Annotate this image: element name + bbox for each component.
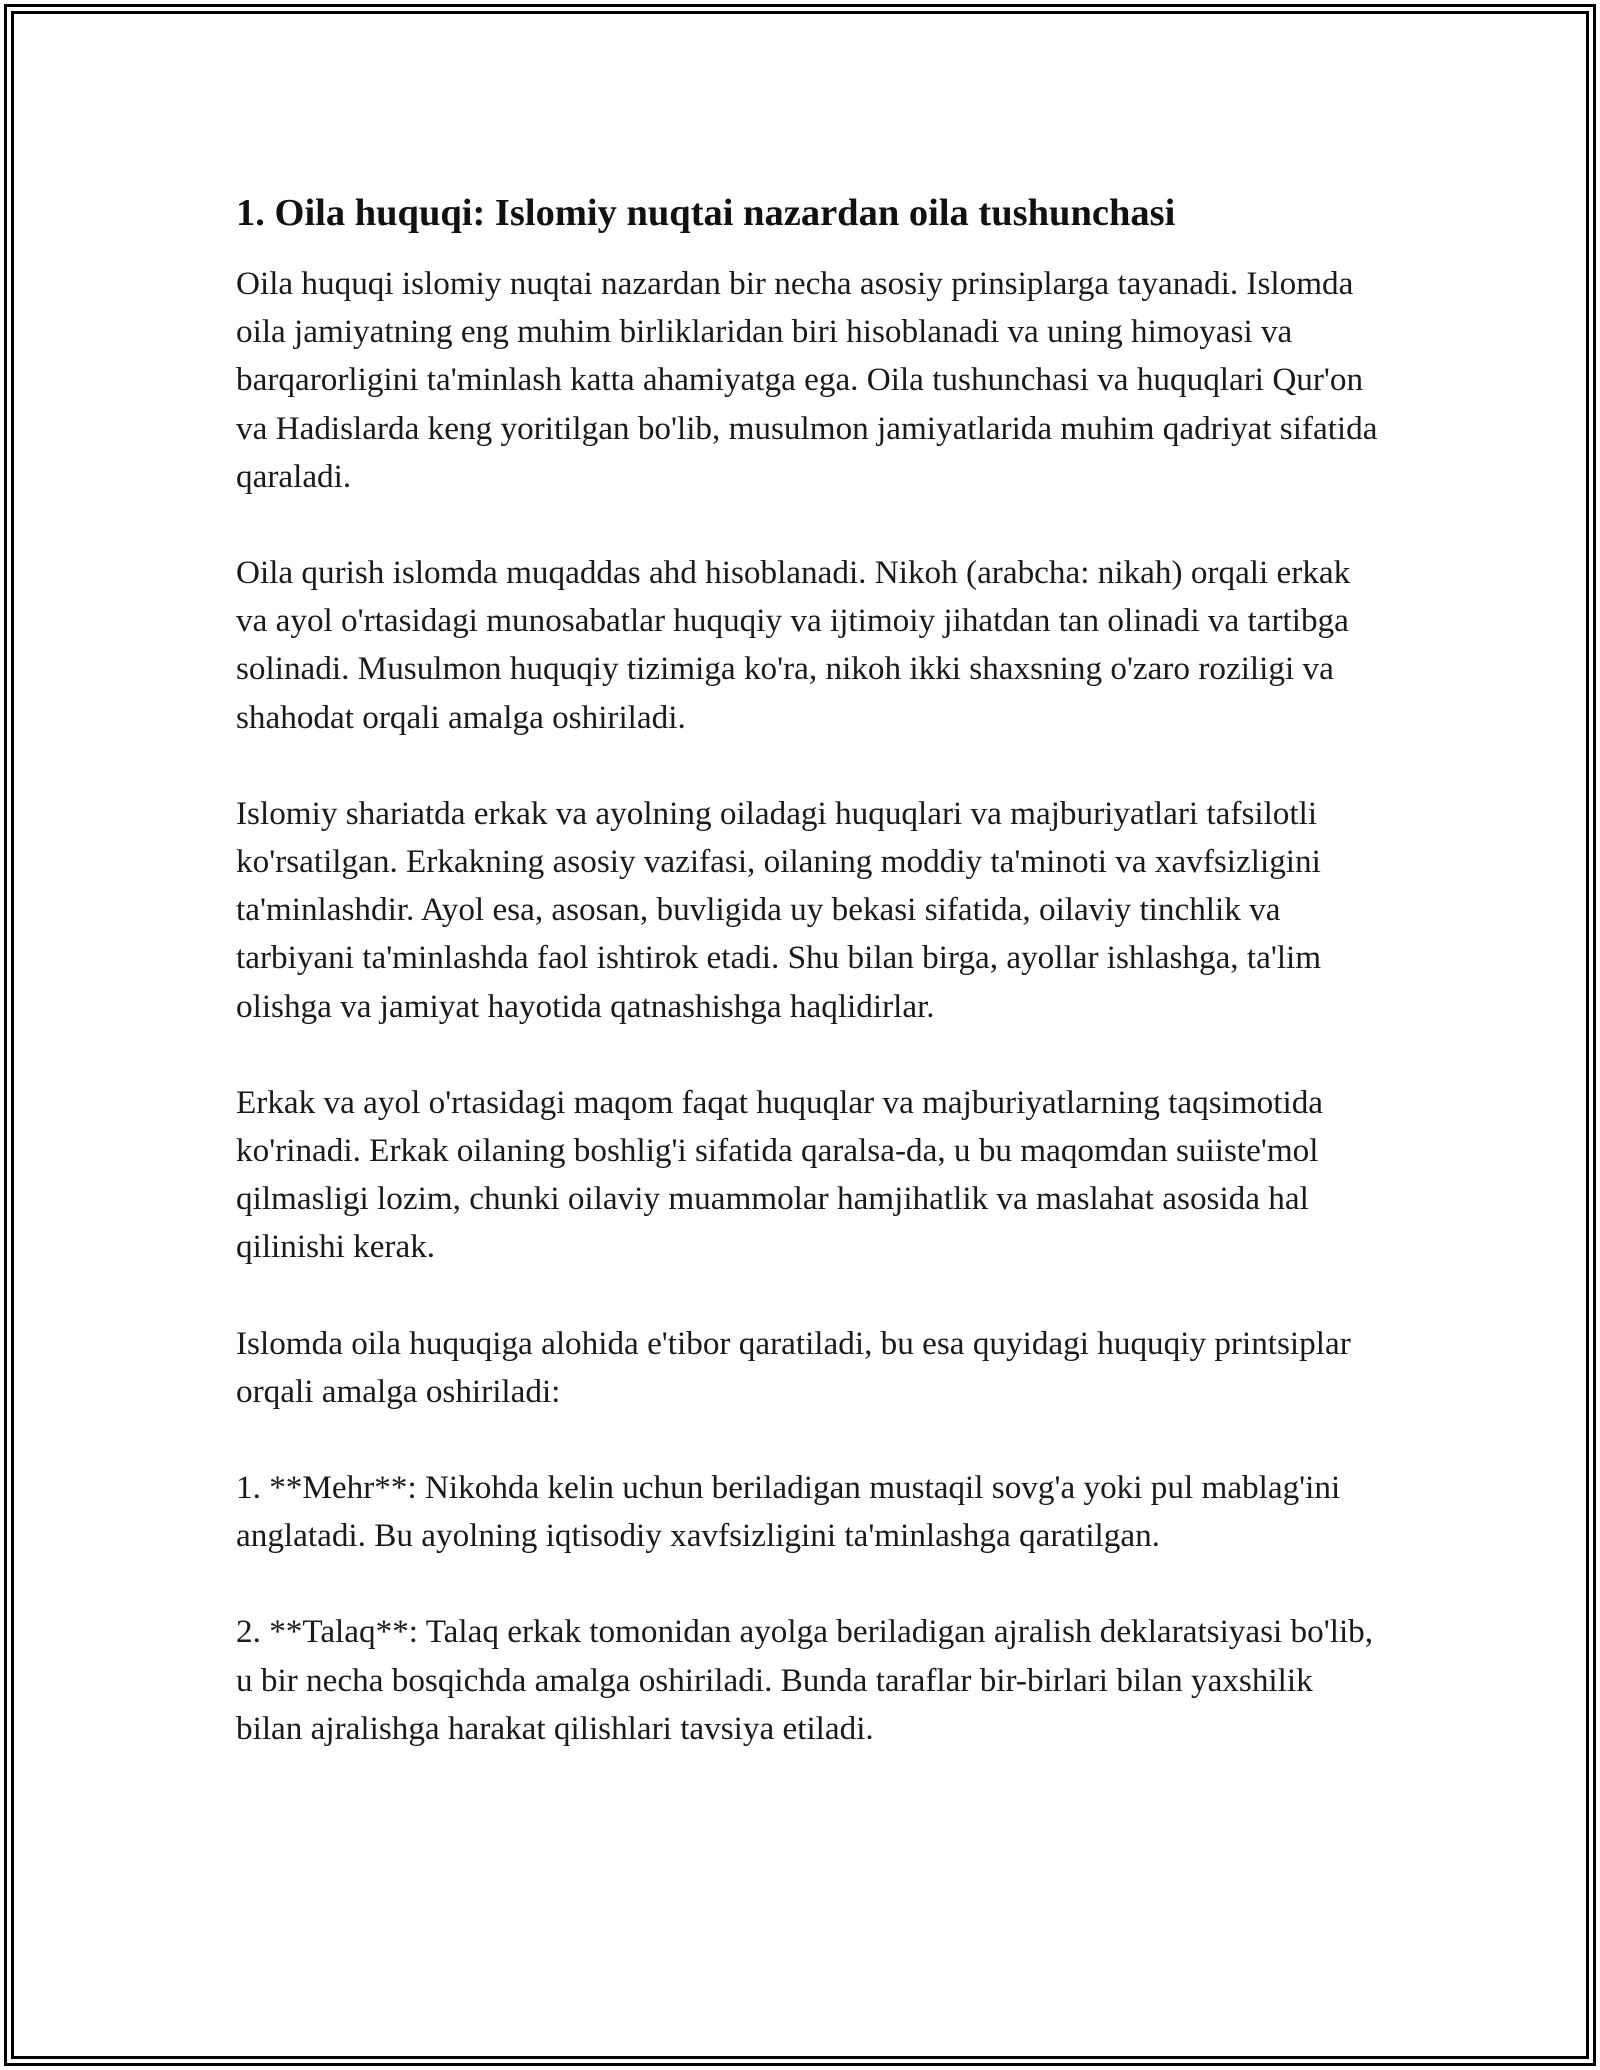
paragraph-nikoh: Oila qurish islomda muqaddas ahd hisoblanadi. Nikoh (arabcha: nikah) orqali erkak va ayol o'rtasidagi munosabatlar huquqiy va ijtimoiy jihatdan tan olinadi va tartibga solinadi. Musulmon huquqiy tizimiga ko'ra, nikoh ikki shaxsning o'zaro roziligi va shahodat orqali amalga oshiriladi. [236,554,1351,736]
paragraph-status: Erkak va ayol o'rtasidagi maqom faqat huquqlar va majburiyatlarning taqsimotida ko'rinadi. Erkak oilaning boshlig'i sifatida qaralsa-da, u bu maqomdan suiiste'mol qilmasligi lozim, chunki oilaviy muammolar hamjihatlik va maslahat asosida hal qilinishi kerak. [236,1083,1324,1266]
list-item-mehr: 1. **Mehr**: Nikohda kelin uchun beriladigan mustaqil sovg'a yoki pul mablag'ini anglatadi. Bu ayolning iqtisodiy xavfsizligini ta'minlashga qaratilgan. [236,1469,1341,1555]
section-heading: 1. Oila huquqi: Islomiy nuqtai nazardan oila tushunchasi [236,192,1176,234]
paragraph-intro: Oila huquqi islomiy nuqtai nazardan bir necha asosiy prinsiplarga tayanadi. Islomda oila jamiyatning eng muhim birliklaridan biri hisoblanadi va uning himoyasi va barqarorligini ta'minlash katta ahamiyatga ega. Oila tushunchasi va huquqlari Qur'on va Hadislarda keng yoritilgan bo'lib, musulmon jamiyatlarida muhim qadriyat sifatida qaraladi. [236,265,1378,495]
list-item-talaq: 2. **Talaq**: Talaq erkak tomonidan ayolga beriladigan ajralish deklaratsiyasi bo'lib, u bir necha bosqichda amalga oshiriladi. Bunda taraflar bir-birlari bilan yaxshilik bilan ajralishga harakat qilishlari tavsiya etiladi. [236,1613,1374,1747]
paragraph-rights: Islomiy shariatda erkak va ayolning oiladagi huquqlari va majburiyatlari tafsilotli ko'rsatilgan. Erkakning asosiy vazifasi, oilaning moddiy ta'minoti va xavfsizligini ta'minlashdir. Ayol esa, asosan, buvligida uy bekasi sifatida, oilaviy tinchlik va tarbiyani ta'minlashda faol ishtirok etadi. Shu bilan birga, ayollar ishlashga, ta'lim olishga va jamiyat hayotida qatnashishga haqlidirlar. [236,794,1322,1025]
document-body [236,186,1382,1801]
paragraph-principles-intro: Islomda oila huquqiga alohida e'tibor qaratiladi, bu esa quyidagi huquqiy printsiplar orqali amalga oshiriladi: [236,1324,1351,1410]
